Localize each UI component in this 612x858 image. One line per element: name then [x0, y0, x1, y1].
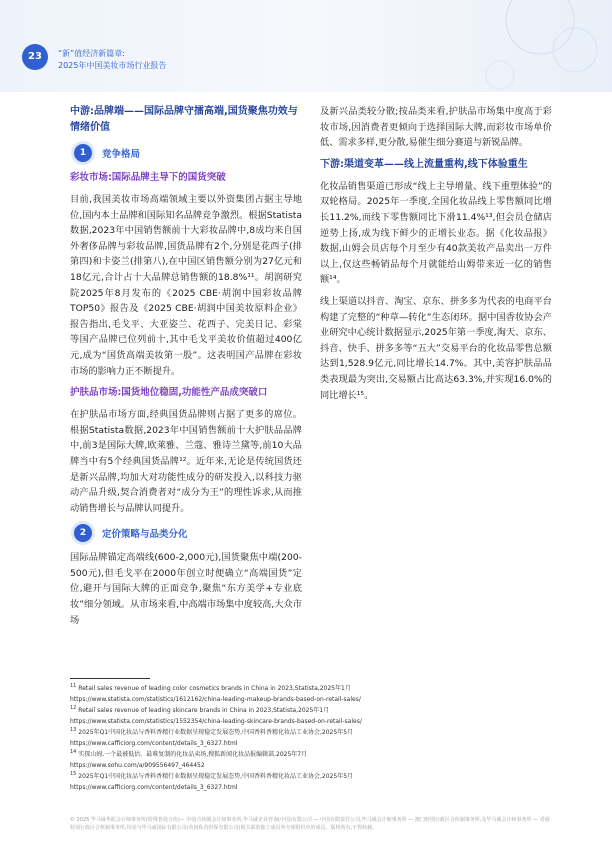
right-column — [320, 104, 552, 409]
footnote-link[interactable]: https://www.statista.com/statistics/1552354/china-leading-skincare-brands-based-on-retail-sales/ — [70, 718, 362, 725]
footnote: $^{12}$ Retail sales revenue of leading skincare brands in China in 2023,Statista,2025年1月 — [70, 705, 330, 714]
footnote-divider — [70, 678, 150, 679]
footnotes — [70, 682, 550, 792]
footnote: $^{13}$ 2025年Q1中国化妆品与香料香精行业数据呈现稳定发展态势,中国香料香精化妆品工业协会,2025年5月 — [70, 727, 354, 736]
item-competition — [70, 142, 302, 164]
legal-notice: © 2025 毕马威华振会计师事务所(特殊普通合伙)— 中国合伙制会计师事务所,毕马威企业咨询(中国)有限公司 — 中国有限责任公司,毕马威会计师事务所 — 澳门特别行政区合伙制事务所,及毕马威会计师事务所 — 香港特别行政区合伙制事务所,均是与毕马威国际有限公司(英国私营担保有限公司)相关联的独立成员所全球组织中的成员。版权所有,不得转载。 — [70, 817, 550, 831]
subheading-skincare: 护肤品市场:国货地位稳固,功能性产品成突破口 — [70, 387, 268, 399]
item-number-1: 1 — [74, 144, 92, 162]
paragraph-color-cosmetics: 目前,我国美妆市场高端领域主要以外资集团占据主导地位,国内本土品牌和国际知名品牌竞争激烈。根据Statista数据,2023年中国销售额前十大彩妆品牌中,8成均来自国外奢侈品牌与彩妆品牌,国货品牌有2个,分别是花西子(排第四)和卡姿兰(排第八),在中国区销售额分别为27亿元和18亿元,合计占十大品牌总销售额的18.8%¹¹。胡润研究院2025年8月发布的《2025 CBE·胡润中国彩妆品牌TOP50》报告及《2025 CBE·胡润中国美妆原料企业》报告指出,毛戈平、大亚姿兰、花西子、完美日记、彩棠等国产品牌已位列前十,其中毛戈平美妆价值超过400亿元,成为“国货高端美妆第一股”。这表明国产品牌在彩妆市场的影响力正不断提升。 — [70, 194, 302, 377]
footnote-link[interactable]: https://www.sohu.com/a/909556497_464452 — [70, 762, 205, 769]
header-band — [0, 0, 612, 92]
report-title: 2025年中国美妆市场行业报告 — [58, 61, 167, 70]
section-heading-midstream: 中游:品牌端——国际品牌守擂高端,国货聚焦功效与情绪价值 — [70, 106, 298, 133]
item-label-competition: 竞争格局 — [102, 149, 141, 160]
left-column — [70, 104, 302, 634]
footnote: $^{14}$ 实探山姆,一个最被低估、最难复制的化妆品卖场,搜狐新闻化妆品报编辑部,2025年7月 — [70, 749, 308, 758]
item-pricing — [70, 522, 302, 544]
section-heading-downstream: 下游:渠道变革——线上流量重构,线下体验重生 — [320, 158, 528, 170]
footnote-link[interactable]: https://www.cafficiorg.com/content/details_3_6327.html — [70, 784, 238, 791]
paragraph-pricing-continued: 及新兴品类较分散;按品类来看,护肤品市场集中度高于彩妆市场,因消费者更倾向于选择国际大牌,而彩妆市场单价低、需求多样,更分散,易催生细分赛道与新锐品牌。 — [320, 106, 552, 149]
paragraph-online-channels: 线上渠道以抖音、淘宝、京东、拼多多为代表的电商平台构建了完整的“种草—转化”生态闭环。据中国香妆协会产业研究中心统计数据显示,2025年第一季度,淘天、京东、抖音、快手、拼多多等“五大”交易平台的化妆品零售总额达到1,528.9亿元,同比增长14.7%。其中,美容护肤品品类表现最为突出,交易额占比高达63.3%,并实现16.0%的同比增长¹⁵。 — [320, 295, 552, 401]
item-number-2: 2 — [74, 524, 92, 542]
paragraph-pricing: 国际品牌锚定高端线(600-2,000元),国货聚焦中端(200-500元),但毛戈平在2000年创立时便确立“高端国货”定位,避开与国际大牌的正面竞争,聚焦“东方美学+专业底妆”细分领域。从市场来看,中高端市场集中度较高,大众市场 — [70, 552, 302, 626]
footnote-link[interactable]: https://www.cafficiorg.com/content/details_3_6327.html — [70, 740, 238, 747]
item-label-pricing: 定价策略与品类分化 — [102, 529, 188, 541]
footnote-link[interactable]: https://www.statista.com/statistics/1612162/china-leading-makeup-brands-based-on-retail-sales/ — [70, 696, 361, 703]
paragraph-skincare: 在护肤品市场方面,经典国货品牌则占据了更多的席位。根据Statista数据,2023年中国销售额前十大护肤品品牌中,前3是国际大牌,欧莱雅、兰蔻、雅诗兰黛等,前10大品牌当中有5个经典国货品牌¹²。近年来,无论是传统国货还是新兴品牌,均加大对功能性成分的研发投入,以科技力驱动产品升级,契合消费者对“成分为王”的理性诉求,从而推动销售增长与品牌认同提升。 — [70, 409, 302, 514]
footnote: $^{15}$ 2025年Q1中国化妆品与香料香精行业数据呈现稳定发展态势,中国香料香精化妆品工业协会,2025年5月 — [70, 771, 354, 780]
report-series-title: “新”值经济新篇章: — [58, 49, 125, 58]
paragraph-channels: 化妆品销售渠道已形成“线上主导增量、线下重塑体验”的双轮格局。2025年一季度,全国化妆品线上零售额同比增长11.2%,而线下零售额同比下滑11.4%¹³,但会员仓储店逆势上扬,成为线下鲜少的正增长业态。据《化妆品报》数据,山姆会员店每个月至少有40款美妆产品卖出一万件以上,仅这些畅销品每个月就能给山姆带来近一亿的销售额¹⁴。 — [320, 180, 552, 286]
header-decoration — [0, 0, 612, 92]
page-number-badge: 23 — [22, 44, 48, 70]
subheading-color-cosmetics: 彩妆市场:国际品牌主导下的国货突破 — [70, 172, 226, 183]
footnote: $^{11}$ Retail sales revenue of leading color cosmetics brands in China in 2023,Statista,2025年1月 — [70, 683, 351, 692]
